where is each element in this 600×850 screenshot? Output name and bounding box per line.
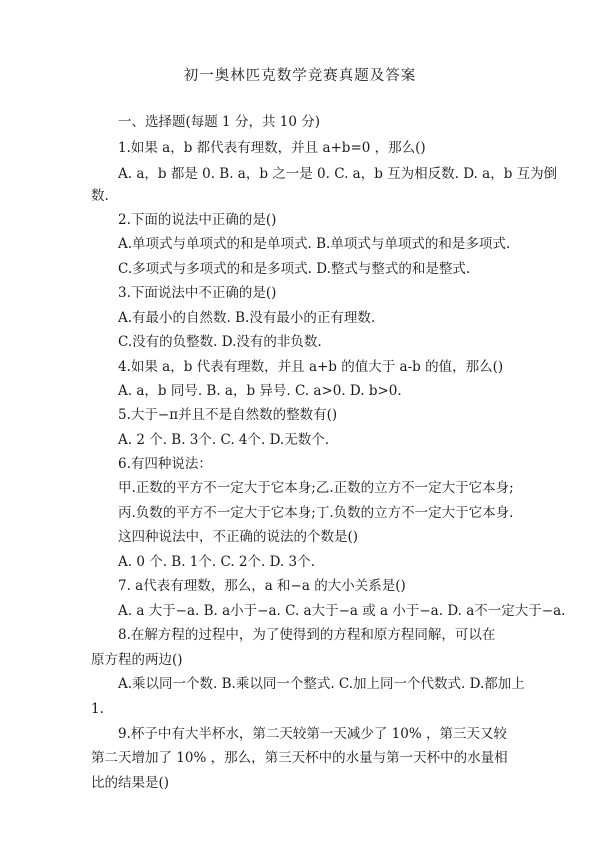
section-heading: 一、选择题(每题 1 分，共 10 分) xyxy=(118,114,320,130)
question-6-statement-b: 丙.负数的平方不一定大于它本身;丁.负数的立方不一定大于它本身. xyxy=(118,505,514,521)
question-7: 7. a代表有理数，那么，a 和−a 的大小关系是() xyxy=(118,578,406,594)
question-3: 3.下面说法中不正确的是() xyxy=(118,285,277,301)
options-5: A. 2 个. B. 3个. C. 4个. D.无数个. xyxy=(118,432,329,448)
question-2: 2.下面的说法中正确的是() xyxy=(118,212,277,228)
question-6-prompt: 这四种说法中，不正确的说法的个数是() xyxy=(118,529,359,545)
document-title: 初一奥林匹克数学竞赛真题及答案 xyxy=(183,68,417,84)
question-6: 6.有四种说法： xyxy=(118,456,212,472)
options-1: A. a，b 都是 0. B. a，b 之一是 0. C. a，b 互为相反数. D. a，b 互为倒 xyxy=(118,166,558,182)
options-7: A. a 大于−a. B. a小于−a. C. a大于−a 或 a 小于−a. D. a不一定大于−a. xyxy=(118,603,566,619)
question-8-continued: 原方程的两边() xyxy=(91,652,183,668)
options-8-continued: 1. xyxy=(91,701,104,717)
question-4: 4.如果 a，b 代表有理数，并且 a+b 的值大于 a-b 的值，那么() xyxy=(118,359,504,375)
question-6-statement-a: 甲.正数的平方不一定大于它本身;乙.正数的立方不一定大于它本身; xyxy=(118,480,514,496)
options-4: A. a，b 同号. B. a，b 异号. C. a>0. D. b>0. xyxy=(118,383,402,399)
question-8: 8.在解方程的过程中，为了使得到的方程和原方程同解，可以在 xyxy=(118,627,496,643)
question-5: 5.大于−π并且不是自然数的整数有() xyxy=(118,407,338,423)
question-9-continued-2: 比的结果是() xyxy=(91,775,170,791)
options-3b: C.没有的负整数. D.没有的非负数. xyxy=(118,334,322,350)
options-2a: A.单项式与单项式的和是单项式. B.单项式与单项式的和是多项式. xyxy=(118,236,511,252)
options-2b: C.多项式与多项式的和是多项式. D.整式与整式的和是整式. xyxy=(118,261,471,277)
options-8: A.乘以同一个数. B.乘以同一个整式. C.加上同一个代数式. D.都加上 xyxy=(118,676,525,692)
options-3a: A.有最小的自然数. B.没有最小的正有理数. xyxy=(118,310,376,326)
options-6: A. 0 个. B. 1个. C. 2个. D. 3个. xyxy=(118,554,315,570)
question-9-continued-1: 第二天增加了 10% ，那么，第三天杯中的水量与第一天杯中的水量相 xyxy=(91,750,508,766)
options-1-continued: 数. xyxy=(91,188,109,204)
question-1: 1.如果 a，b 都代表有理数，并且 a+b=0 ，那么() xyxy=(118,140,426,156)
question-9: 9.杯子中有大半杯水，第二天较第一天减少了 10% ，第三天又较 xyxy=(118,726,507,742)
